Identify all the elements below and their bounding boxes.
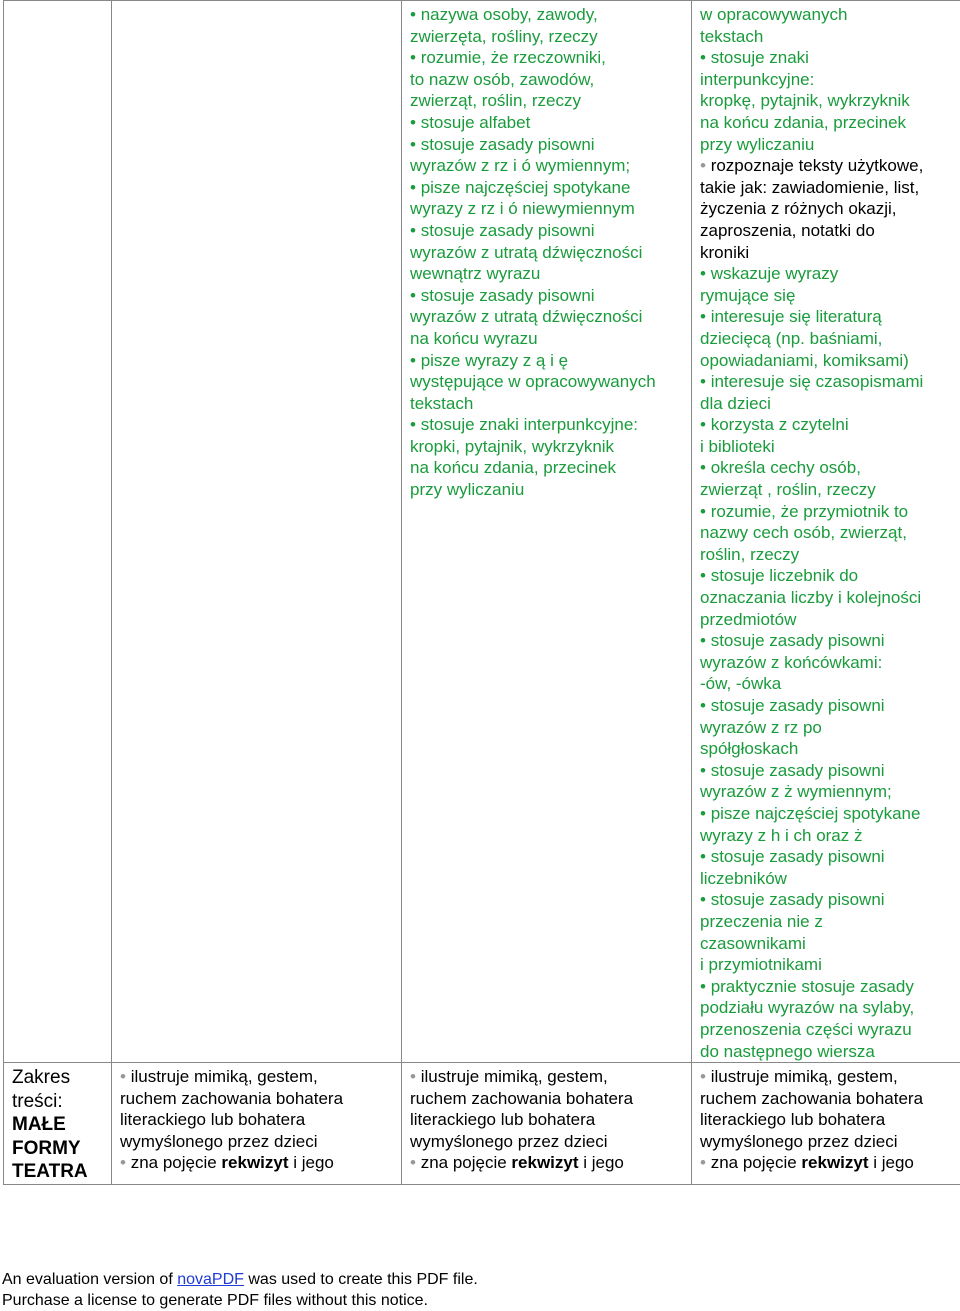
bullet-item-line: • rozpoznaje teksty użytkowe,	[700, 156, 924, 176]
bullet-item-line: • pisze wyrazy z ą i ę	[410, 350, 569, 370]
bullet-item-line: • korzysta z czytelni	[700, 415, 849, 435]
notice-line-1: An evaluation version of novaPDF was used to create this PDF file.	[2, 1271, 478, 1288]
text-line: i biblioteki	[700, 436, 775, 456]
bullet-item-line: • rozumie, że rzeczowniki,	[410, 48, 606, 68]
text-line: oznaczania liczby i kolejności	[700, 588, 922, 608]
theatre-cell-col4: • ilustruje mimiką, gestem, ruchem zachowania bohatera literackiego lub bohatera wymyślonego przez dzieci • zna pojęcie rekwizyt i jego	[692, 1063, 960, 1185]
bullet-item-line: • rozumie, że przymiotnik to	[700, 501, 909, 521]
bullet-icon: •	[700, 847, 711, 867]
bullet-item-line: • stosuje zasady pisowni	[700, 696, 885, 715]
text-line: na końcu zdania, przecinek	[410, 458, 617, 478]
text-line: wyrazów z ż wymiennym;	[700, 782, 892, 802]
text-line: liczebników	[700, 868, 787, 888]
bullet-icon: •	[410, 285, 421, 305]
bullet-icon: •	[700, 631, 711, 651]
label-cell-empty	[4, 1, 112, 1063]
text-line: wyrazy z h i ch oraz ż	[700, 825, 863, 845]
text-line: interpunkcyjne:	[700, 69, 815, 89]
bullet-icon: •	[410, 48, 421, 68]
text-line: wyrazów z końcówkami:	[700, 652, 883, 672]
bullet-icon: •	[410, 415, 421, 435]
bullet-icon: •	[700, 307, 711, 327]
theatre-cell-col3: • ilustruje mimiką, gestem, ruchem zachowania bohatera literackiego lub bohatera wymyślonego przez dzieci • zna pojęcie rekwizyt i jego	[402, 1063, 692, 1185]
text-line: tekstach	[410, 393, 474, 413]
bullet-item-line: • stosuje zasady pisowni	[700, 890, 885, 910]
text-line: nazwy cech osób, zwierząt,	[700, 523, 907, 543]
text-line: przeczenia nie z	[700, 911, 823, 931]
bullet-icon: •	[700, 890, 711, 910]
text-line: zwierząt , roślin, rzeczy	[700, 480, 876, 500]
curriculum-table	[3, 0, 960, 1185]
bullet-icon: •	[700, 696, 711, 715]
bullet-item-line: • interesuje się czasopismami	[700, 372, 924, 392]
bullet-item-line: • stosuje zasady pisowni	[410, 220, 595, 240]
bullet-icon: •	[700, 803, 711, 823]
text-line: rymujące się	[700, 285, 796, 305]
bullet-item-line: • stosuje zasady pisowni	[700, 760, 885, 780]
bullet-icon: •	[700, 566, 711, 586]
text-line: wyrazy z rz i ó niewymiennym	[410, 199, 635, 219]
text-line: przenoszenia części wyrazu	[700, 1019, 912, 1039]
bullet-icon: •	[410, 5, 421, 24]
text-line: wewnątrz wyrazu	[410, 264, 541, 284]
text-line: i przymiotnikami	[700, 955, 822, 975]
bullet-item-line: • nazywa osoby, zawody,	[410, 5, 598, 24]
text-line: spółgłoskach	[700, 739, 799, 759]
evaluation-notice	[2, 1269, 478, 1311]
theatre-cell-col2: • ilustruje mimiką, gestem, ruchem zachowania bohatera literackiego lub bohatera wymyślonego przez dzieci • zna pojęcie rekwizyt i jego	[112, 1063, 402, 1185]
bullet-item-line: • praktycznie stosuje zasady	[700, 976, 914, 996]
bullet-icon: •	[410, 220, 421, 240]
text-line: przedmiotów	[700, 609, 797, 629]
bullet-item-line: • stosuje zasady pisowni	[700, 631, 885, 651]
bullet-item-line: • interesuje się literaturą	[700, 307, 882, 327]
bullet-item-line: • stosuje znaki interpunkcyjne:	[410, 415, 639, 435]
text-line: takie jak: zawiadomienie, list,	[700, 177, 920, 197]
bullet-icon: •	[410, 112, 421, 132]
text-line: wyrazów z rz po	[700, 717, 822, 737]
text-line: czasownikami	[700, 933, 806, 953]
table-row	[4, 1063, 960, 1185]
text-line: do następnego wiersza	[700, 1041, 875, 1061]
bullet-item-line: • stosuje zasady pisowni	[410, 134, 595, 154]
bullet-icon: •	[700, 458, 711, 478]
text-line: wyrazów z utratą dźwięczności	[410, 242, 643, 262]
bullet-item-line: • wskazuje wyrazy	[700, 264, 839, 284]
text-line: przy wyliczaniu	[410, 480, 525, 500]
bullet-icon: •	[700, 264, 711, 284]
section-label: Zakres treści: MAŁE FORMY TEATRA	[4, 1063, 112, 1185]
bullet-icon: •	[700, 501, 711, 521]
bullet-item-line: • stosuje alfabet	[410, 112, 531, 132]
bullet-icon: •	[700, 372, 711, 392]
bullet-item-line: • pisze najczęściej spotykane	[700, 803, 921, 823]
text-line: na końcu wyrazu	[410, 328, 538, 348]
requirements-cell-grade3	[402, 1, 692, 1063]
text-line: opowiadaniami, komiksami)	[700, 350, 909, 370]
bullet-icon: •	[700, 760, 711, 780]
bullet-item-line: • pisze najczęściej spotykane	[410, 177, 631, 197]
bullet-icon: •	[410, 350, 421, 370]
bullet-item-line: • określa cechy osób,	[700, 458, 861, 478]
bullet-item-line: • stosuje znaki	[700, 48, 809, 68]
bullet-item-line: • stosuje zasady pisowni	[410, 285, 595, 305]
text-line: dla dzieci	[700, 393, 771, 413]
text-line: na końcu zdania, przecinek	[700, 112, 907, 132]
text-line: występujące w opracowywanych	[410, 372, 656, 392]
text-line: roślin, rzeczy	[700, 544, 800, 564]
text-line: kroniki	[700, 242, 750, 262]
bullet-icon: •	[700, 48, 711, 68]
text-line: kropki, pytajnik, wykrzyknik	[410, 436, 615, 456]
text-line: życzenia z różnych okazji,	[700, 199, 897, 219]
text-line: -ów, -ówka	[700, 674, 782, 694]
text-line: wyrazów z rz i ó wymiennym;	[410, 156, 631, 176]
requirements-cell-grade4	[692, 1, 960, 1063]
cell-col2-empty	[112, 1, 402, 1063]
bullet-item-line: • stosuje liczebnik do	[700, 566, 859, 586]
bullet-icon: •	[700, 156, 711, 176]
text-line: wyrazów z utratą dźwięczności	[410, 307, 643, 327]
text-line: zwierzęta, rośliny, rzeczy	[410, 26, 598, 46]
text-line: zaproszenia, notatki do	[700, 220, 875, 240]
text-line: kropkę, pytajnik, wykrzyknik	[700, 91, 910, 111]
table-row	[4, 1, 960, 1063]
text-line: podziału wyrazów na sylaby,	[700, 998, 915, 1018]
text-line: to nazw osób, zawodów,	[410, 69, 595, 89]
bullet-icon: •	[410, 177, 421, 197]
text-line: zwierząt, roślin, rzeczy	[410, 91, 581, 111]
bullet-icon: •	[700, 415, 711, 435]
text-line: dziecięcą (np. baśniami,	[700, 328, 883, 348]
bullet-item-line: • stosuje zasady pisowni	[700, 847, 885, 867]
text-line: w opracowywanych	[700, 5, 848, 24]
notice-line-2: Purchase a license to generate PDF files without this notice.	[2, 1292, 428, 1309]
bullet-icon: •	[410, 134, 421, 154]
text-line: tekstach	[700, 26, 764, 46]
novapdf-link[interactable]: novaPDF	[177, 1271, 244, 1288]
text-line: przy wyliczaniu	[700, 134, 815, 154]
bullet-icon: •	[700, 976, 711, 996]
